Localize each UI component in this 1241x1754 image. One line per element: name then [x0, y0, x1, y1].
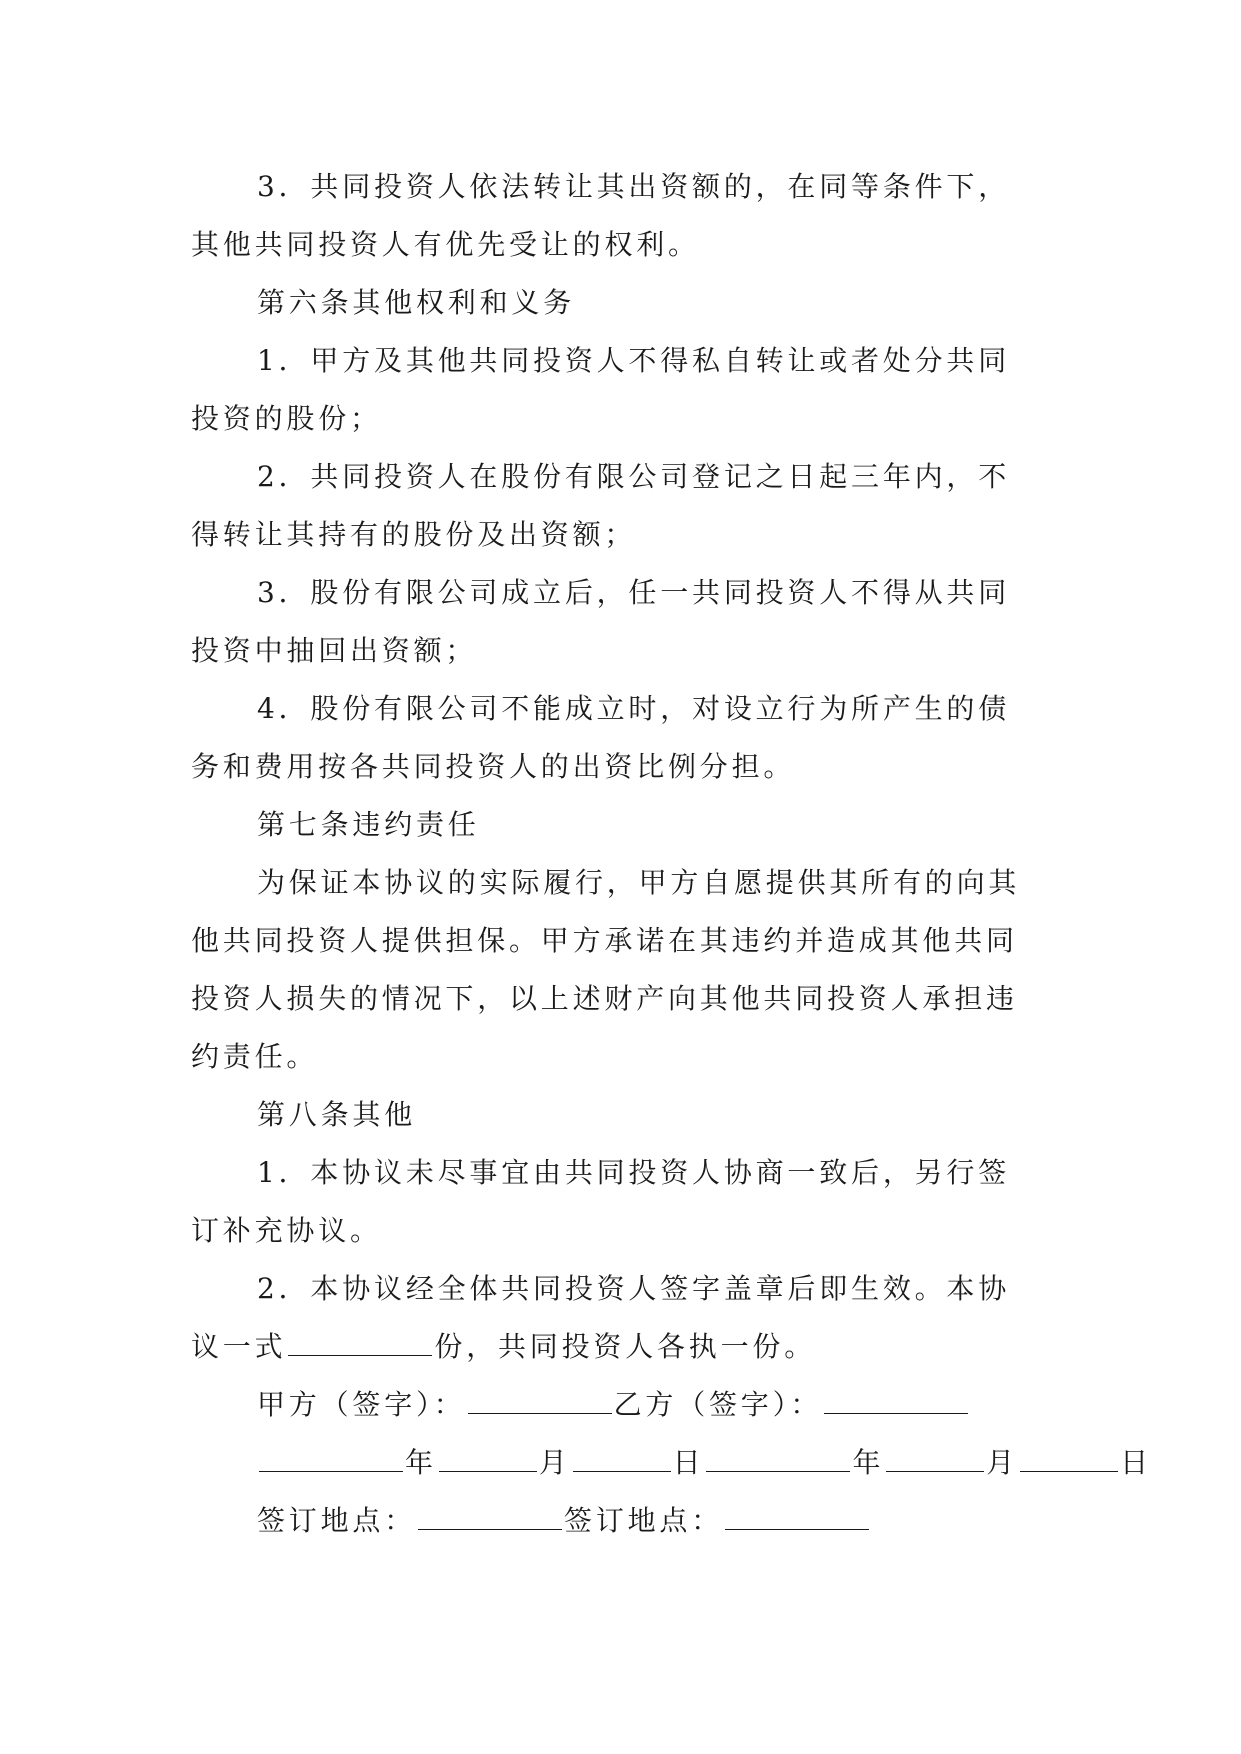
party-b-year-blank: [706, 1443, 850, 1472]
text-line: 第八条其他: [257, 1098, 417, 1131]
party-b-signature-blank: [824, 1385, 968, 1414]
text-line: 约责任。: [191, 1040, 319, 1073]
party-b-label: 乙方（签字）：: [613, 1388, 823, 1421]
party-a-year-label: 年: [405, 1446, 437, 1479]
text-line: 3．股份有限公司成立后，任一共同投资人不得从共同: [257, 576, 1011, 609]
document-page: [191, 158, 1152, 1550]
copies-blank: [288, 1327, 432, 1356]
copies-suffix: 份，共同投资人各执一份。: [434, 1330, 817, 1363]
party-a-place-blank: [418, 1501, 562, 1530]
party-b-year-label: 年: [852, 1446, 885, 1479]
text-line: 他共同投资人提供担保。甲方承诺在其违约并造成其他共同: [191, 924, 1018, 957]
party-a-month-blank: [439, 1443, 537, 1472]
text-line: 2．本协议经全体共同投资人签字盖章后即生效。本协: [257, 1272, 1011, 1305]
text-line: 3．共同投资人依法转让其出资额的，在同等条件下，: [257, 170, 1011, 203]
party-a-day-blank: [573, 1443, 671, 1472]
place-row: [191, 1492, 1051, 1550]
text-line: 投资的股份；: [191, 402, 382, 435]
party-a-place-label: 签订地点：: [257, 1504, 417, 1537]
party-b-month-label: 月: [986, 1446, 1019, 1479]
text-line: 务和费用按各共同投资人的出资比例分担。: [191, 750, 796, 783]
party-b-day-blank: [1020, 1443, 1118, 1472]
party-a-day-label: 日: [672, 1446, 705, 1479]
signature-row: [191, 1376, 1051, 1434]
text-line: 投资人损失的情况下，以上述财产向其他共同投资人承担违: [191, 982, 1018, 1015]
party-b-month-blank: [886, 1443, 984, 1472]
text-line: 4．股份有限公司不能成立时，对设立行为所产生的债: [257, 692, 1011, 725]
party-a-label: 甲方（签字）：: [257, 1388, 466, 1421]
party-b-day-label: 日: [1120, 1446, 1152, 1479]
text-line: 得转让其持有的股份及出资额；: [191, 518, 637, 551]
copies-line: [191, 1318, 1051, 1376]
text-line: 其他共同投资人有优先受让的权利。: [191, 228, 700, 261]
party-b-place-blank: [725, 1501, 869, 1530]
date-row: [191, 1434, 1152, 1492]
text-line: 2．共同投资人在股份有限公司登记之日起三年内，不: [257, 460, 1011, 493]
party-a-month-label: 月: [538, 1446, 571, 1479]
text-line: 第六条其他权利和义务: [257, 286, 576, 319]
text-line: 1．甲方及其他共同投资人不得私自转让或者处分共同: [257, 344, 1011, 377]
text-line: 1．本协议未尽事宜由共同投资人协商一致后，另行签: [257, 1156, 1011, 1189]
text-line: 为保证本协议的实际履行，甲方自愿提供其所有的向其: [257, 866, 1021, 899]
party-b-place-label: 签订地点：: [564, 1504, 724, 1537]
party-a-signature-blank: [468, 1385, 612, 1414]
text-line: 投资中抽回出资额；: [191, 634, 478, 667]
party-a-year-blank: [259, 1443, 403, 1472]
text-line: 订补充协议。: [191, 1214, 382, 1247]
document-body: [191, 158, 1051, 1318]
text-line: 第七条违约责任: [257, 808, 480, 841]
copies-prefix: 议一式: [191, 1330, 287, 1363]
